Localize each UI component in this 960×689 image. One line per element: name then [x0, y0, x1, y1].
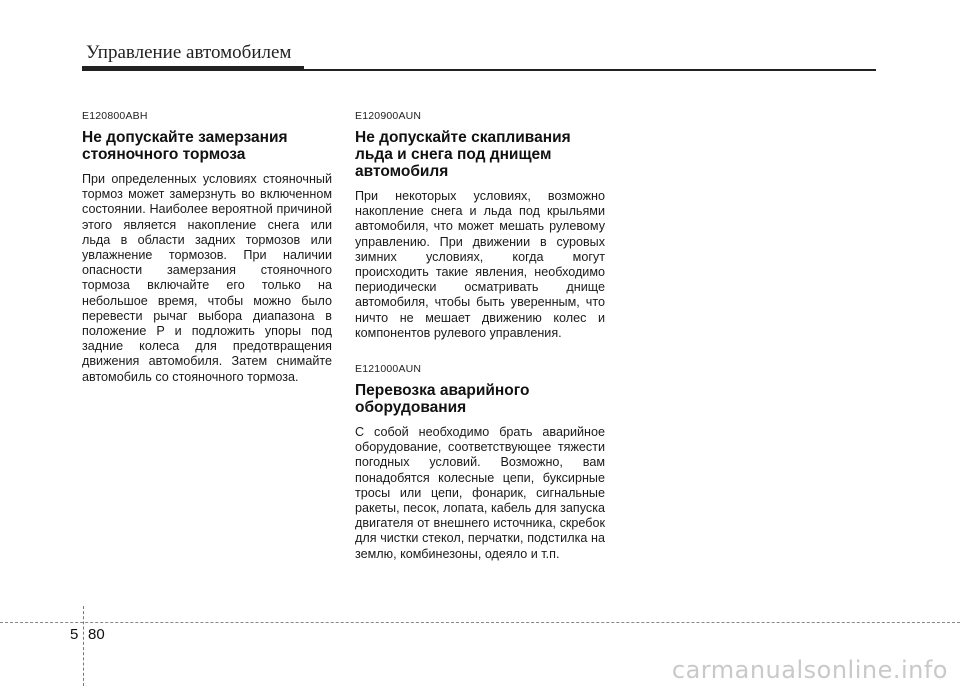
section-code: E121000AUN	[355, 363, 422, 376]
section-heading: Перевозка аварийного оборудования	[355, 382, 530, 417]
section-body: С собой необходимо брать аварийное оборудование, соответствующее тяжести погодных условий. Возможно, вам понадобятся колесные цепи, буксирные тросы или цепи, фонарик, сигнальные ракеты, песок, лопата, кабель для запуска двигателя от внешнего источника, скребок для чистки стекол, перчатки, подстилка на землю, комбинезоны, одеяло и т.п.	[355, 425, 605, 561]
section-heading: Не допускайте замерзания стояночного тормоза	[82, 129, 288, 163]
right-column	[355, 110, 605, 562]
header-rule-thin	[304, 69, 876, 71]
page-header-title: Управление автомобилем	[86, 42, 292, 63]
header-rule-thick	[82, 66, 304, 71]
watermark: carmanualsonline.info	[671, 656, 948, 684]
section-heading: Не допускайте скапливания льда и снега под днищем автомобиля	[355, 129, 571, 180]
footer-dashed-rule	[0, 622, 960, 623]
page-number: 80	[88, 626, 105, 643]
left-column	[82, 110, 332, 385]
page-number-separator	[83, 606, 84, 686]
section-body: При некоторых условиях, возможно накопление снега и льда под крыльями автомобиля, что может мешать рулевому управлению. При движении в суровых зимних условиях, когда могут происходить такие явления, необходимо периодически осматривать днище автомобиля, чтобы быть уверенным, что ничто не мешает движению колес и компонентов рулевого управления.	[355, 189, 605, 340]
section-body: При определенных условиях стояночный тормоз может замерзнуть во включенном состоянии. Наиболее вероятной причиной этого является накопление снега или льда в области задних тормозов или увлажнение тормозов. При наличии опасности замерзания стояночного тормоза включайте его только на небольшое время, чтобы можно было перевести рычаг выбора диапазона в положение P и подложить упоры под задние колеса для предотвращения движения автомобиля. Затем снимайте автомобиль со стояночного тормоза.	[82, 172, 332, 384]
section-code: E120900AUN	[355, 110, 422, 122]
chapter-number: 5	[70, 626, 79, 643]
section-code: E120800ABH	[82, 110, 148, 122]
section-spacer	[355, 341, 605, 363]
